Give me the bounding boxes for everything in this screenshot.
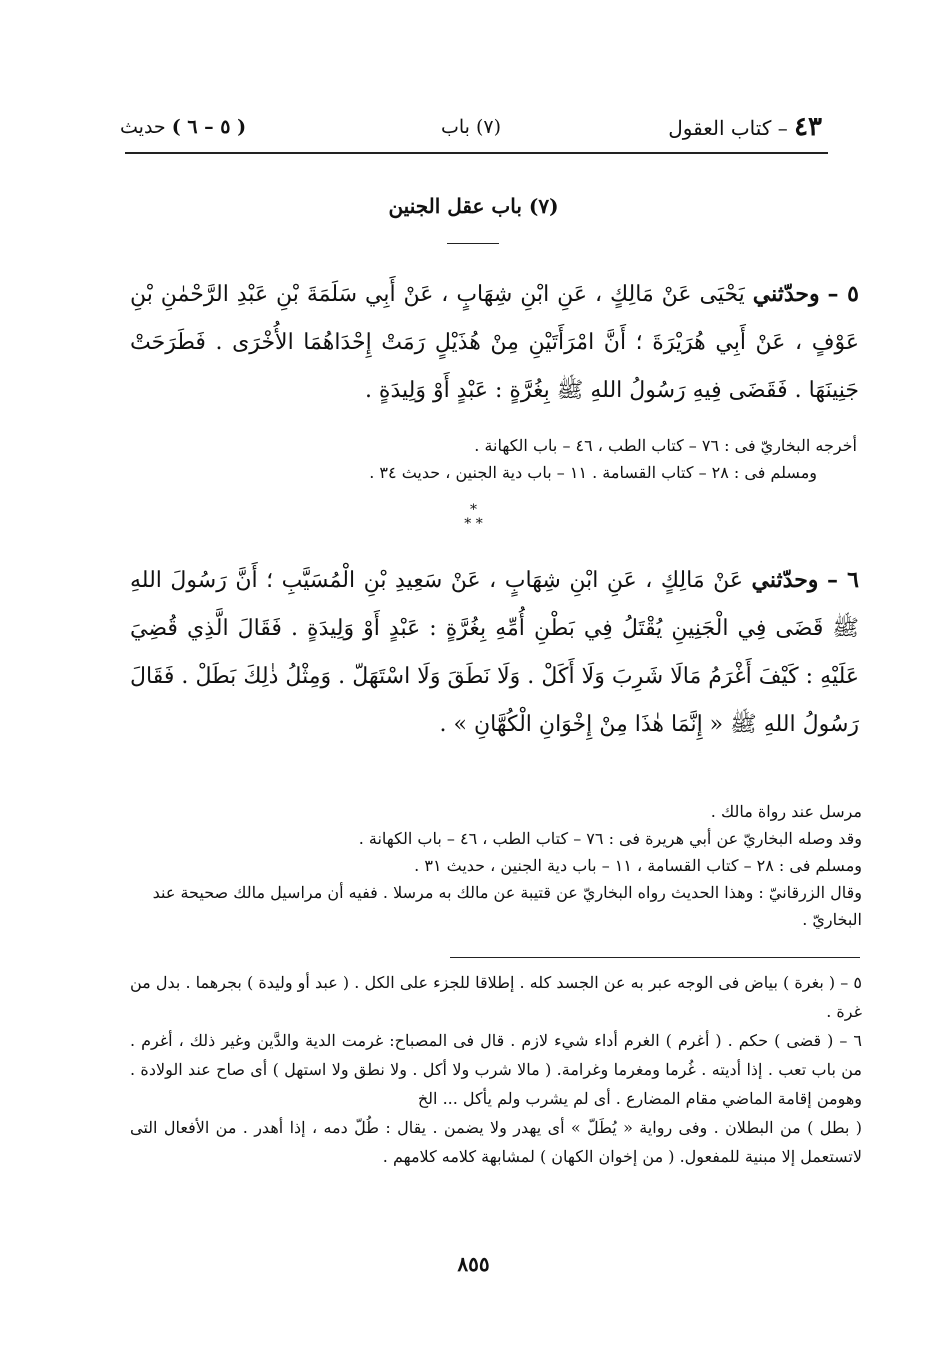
- chapter-rule: [447, 243, 499, 244]
- header-hadith-word: حديث: [120, 116, 166, 138]
- note-line: وقال الزرقانيّ : وهذا الحديث رواه البخاريّ عن قتيبة عن مالك به مرسلا . ففيه أن مراسيل مالك صحيحة عند البخاريّ .: [152, 883, 862, 929]
- header-page-number: ٤٣: [794, 112, 822, 142]
- note-line: وقد وصله البخاريّ عن أبي هريرة فى : ٧٦ – كتاب الطب ، ٤٦ – باب الكهانة .: [358, 829, 862, 848]
- footnote: ٥ – ( بغرة ) بياض فى الوجه عبر به عن الجسد كله . إطلاقا للجزء على الكل . ( عبد أو وليدة ) بجرهما . بدل من غرة .: [130, 973, 862, 1021]
- hadith-6-number: ٦ –: [826, 567, 859, 593]
- footnote: ٦ – ( قضى ) حكم . ( أغرم ) الغرم أداء شيء لازم . قال فى المصباح: غرمت الدية والدَّين وغير ذلك ، أغرم . من باب تعب . إذا أديته . غُرما ومغرما وغرامة. ( مالا شرب ولا أكل . ولا نطق ولا استهل ) أى صاح عند الولادة . وهومن إقامة الماضي مقام المضارع . أى لم يشرب ولم يأكل ... الخ: [130, 1031, 862, 1108]
- footnotes: [130, 968, 862, 1171]
- hadith-6: [130, 556, 859, 749]
- footnote: ( بطل ) من البطلان . وفى رواية « يُطَلّ » أى يهدر ولا يضمن . يقال : طُلّ دمه ، إذا أهدر . من الأفعال التى لاتستعمل إلا مبنية للمفعول. ( من إخوان الكهان ) لمشابهة كلامه كلامهم .: [130, 1118, 862, 1166]
- hadith-5-text: يَحْيَى عَنْ مَالِكٍ ، عَنِ ابْنِ شِهَابٍ ، عَنْ أَبِي سَلَمَةَ بْنِ عَبْدِ الرَّحْمٰنِ بْنِ عَوْفٍ ، عَنْ أَبِي هُرَيْرَةَ ؛ أَنَّ امْرَأَتَيْنِ مِنْ هُذَيْلٍ رَمَتْ إِحْدَاهُمَا الأُخْرَى . فَطَرَحَتْ جَنِينَهَا . فَقَضَى فِيهِ رَسُولُ اللهِ ﷺ بِغُرَّةٍ : عَبْدٍ أَوْ وَلِيدَةٍ .: [130, 282, 859, 403]
- hadith-5: [130, 270, 859, 415]
- hadith-6-lead: وحدّثني: [751, 567, 819, 593]
- star-bottom: * *: [464, 516, 483, 532]
- header-chapter: (٧) باب: [440, 116, 502, 138]
- header-rule: [125, 152, 828, 154]
- running-header: [120, 112, 822, 152]
- hadith-5-lead: وحدّثني: [752, 281, 820, 307]
- note-line: ومسلم فى : ٢٨ – كتاب القسامة . ١١ – باب دية الجنين ، حديث ٣٤ .: [369, 463, 817, 482]
- hadith-6-notes: [140, 798, 862, 933]
- footnote-rule: [450, 957, 860, 958]
- chapter-title: (٧) باب عقل الجنين: [388, 194, 559, 218]
- note-line: أخرجه البخاريّ فى : ٧٦ – كتاب الطب ، ٤٦ – باب الكهانة .: [474, 436, 857, 455]
- hadith-5-number: ٥ –: [827, 281, 859, 307]
- note-line: مرسل عند رواة مالك .: [710, 802, 862, 821]
- star-top: *: [470, 502, 477, 518]
- hadith-6-text: عَنْ مَالِكٍ ، عَنِ ابْنِ شِهَابٍ ، عَنْ سَعِيدِ بْنِ الْمُسَيَّبِ ؛ أَنَّ رَسُولَ اللهِ ﷺ قَضَى فِي الْجَنِينِ يُقْتَلُ فِي بَطْنِ أُمِّهِ بِغُرَّةٍ : عَبْدٍ أَوْ وَلِيدَةٍ . فَقَالَ الَّذِي قُضِيَ عَلَيْهِ : كَيْفَ أَغْرَمُ مَالَا شَرِبَ وَلَا أَكَلْ . وَلَا نَطَقَ وَلَا اسْتَهَلّ . وَمِثْلُ ذٰلِكَ بَطَلْ . فَقَالَ رَسُولُ اللهِ ﷺ « إِنَّمَا هٰذَا مِنْ إِخْوَانِ الْكُهَّانِ » .: [130, 568, 859, 737]
- header-book-title: – كتاب العقول: [668, 116, 788, 140]
- header-range: ( ٥ – ٦ ): [171, 116, 247, 138]
- note-line: ومسلم فى : ٢٨ – كتاب القسامة ، ١١ – باب دية الجنين ، حديث ٣١ .: [414, 856, 862, 875]
- hadith-5-notes: [140, 432, 857, 486]
- separator-stars: [0, 503, 947, 531]
- header-hadith-range: [120, 116, 246, 138]
- page-number: ٨٥٥: [457, 1252, 490, 1276]
